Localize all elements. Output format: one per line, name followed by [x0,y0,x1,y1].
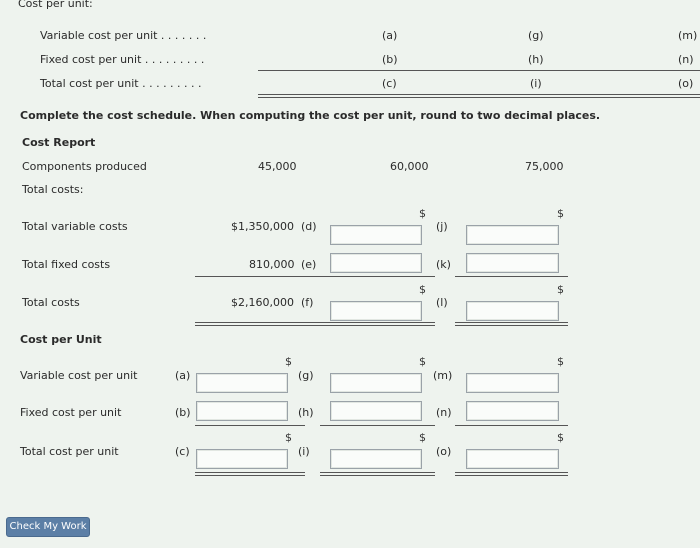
total-costs-col3-input[interactable] [466,301,559,321]
instruction-text: Complete the cost schedule. When computing the cost per unit, round to two decimal places. [20,109,601,122]
total-unit-ref-o: (o) [436,445,452,458]
fixed-underline-col3 [455,276,568,277]
fixed-unit-underline-col2 [320,425,435,426]
top-title: Cost per unit: [18,0,93,10]
var-unit-col2-input[interactable] [330,373,422,393]
total-unit-col2-input[interactable] [330,449,422,469]
fixed-unit-underline-col3 [455,425,568,426]
fixed-unit-ref-n: (n) [436,406,452,419]
report-title: Cost Report [22,136,96,149]
total-costs-col2-input[interactable] [330,301,422,321]
dollar-sign: $ [419,207,426,220]
top-row-fixed-c2: (h) [528,53,544,66]
top-row-variable-c2: (g) [528,29,544,42]
total-unit-ref-i: (i) [298,445,310,458]
dollar-sign: $ [419,355,426,368]
variable-costs-ref-j: (j) [436,220,448,233]
top-row-fixed-label: Fixed cost per unit . . . . . . . . . [40,53,205,66]
top-row-fixed-c1: (b) [382,53,398,66]
top-row-total-label: Total cost per unit . . . . . . . . . [40,77,202,90]
fixed-costs-col1: 810,000 [249,258,295,271]
dollar-sign: $ [419,283,426,296]
dollar-sign: $ [419,431,426,444]
top-row-total-c1: (c) [382,77,397,90]
per-unit-title: Cost per Unit [20,333,102,346]
top-row-fixed-c3: (n) [678,53,694,66]
fixed-unit-label: Fixed cost per unit [20,406,122,419]
fixed-unit-col3-input[interactable] [466,401,559,421]
variable-costs-col3-input[interactable] [466,225,559,245]
top-divider [258,70,700,71]
total-unit-double-underline-col2 [320,472,435,476]
total-costs-ref-f: (f) [301,296,314,309]
total-costs-row-label: Total costs [22,296,80,309]
fixed-underline-col2 [320,276,435,277]
total-unit-double-underline-col3 [455,472,568,476]
variable-costs-ref-d: (d) [301,220,317,233]
top-row-total-c3: (o) [678,77,694,90]
components-col2: 60,000 [390,160,429,173]
total-double-underline-col1 [195,322,320,326]
top-row-variable-label: Variable cost per unit . . . . . . . [40,29,207,42]
total-unit-col3-input[interactable] [466,449,559,469]
top-row-variable-c3: (m) [678,29,698,42]
total-unit-ref-c: (c) [175,445,190,458]
dollar-sign: $ [557,355,564,368]
components-label: Components produced [22,160,147,173]
variable-costs-label: Total variable costs [22,220,128,233]
total-costs-ref-l: (l) [436,296,448,309]
fixed-costs-label: Total fixed costs [22,258,111,271]
fixed-costs-col3-input[interactable] [466,253,559,273]
dollar-sign: $ [285,355,292,368]
var-unit-ref-g: (g) [298,369,314,382]
total-costs-col1: $2,160,000 [231,296,294,309]
variable-costs-col1: $1,350,000 [231,220,294,233]
top-row-total-c2: (i) [530,77,542,90]
var-unit-col1-input[interactable] [196,373,288,393]
dollar-sign: $ [557,207,564,220]
fixed-unit-ref-h: (h) [298,406,314,419]
fixed-unit-underline-col1 [195,425,305,426]
check-my-work-button[interactable]: Check My Work [6,517,90,537]
components-col3: 75,000 [525,160,564,173]
fixed-unit-ref-b: (b) [175,406,191,419]
var-unit-label: Variable cost per unit [20,369,138,382]
fixed-unit-col2-input[interactable] [330,401,422,421]
top-row-variable-c1: (a) [382,29,398,42]
fixed-costs-col2-input[interactable] [330,253,422,273]
variable-costs-col2-input[interactable] [330,225,422,245]
total-unit-label: Total cost per unit [20,445,119,458]
dollar-sign: $ [557,431,564,444]
var-unit-ref-a: (a) [175,369,191,382]
fixed-costs-ref-e: (e) [301,258,317,271]
total-unit-col1-input[interactable] [196,449,288,469]
components-col1: 45,000 [258,160,297,173]
var-unit-ref-m: (m) [433,369,453,382]
total-costs-label: Total costs: [22,183,84,196]
top-double-underline [258,94,700,98]
total-double-underline-col2 [320,322,435,326]
total-unit-double-underline-col1 [195,472,305,476]
fixed-costs-ref-k: (k) [436,258,451,271]
dollar-sign: $ [557,283,564,296]
fixed-underline-col1 [195,276,320,277]
fixed-unit-col1-input[interactable] [196,401,288,421]
dollar-sign: $ [285,431,292,444]
total-double-underline-col3 [455,322,568,326]
var-unit-col3-input[interactable] [466,373,559,393]
